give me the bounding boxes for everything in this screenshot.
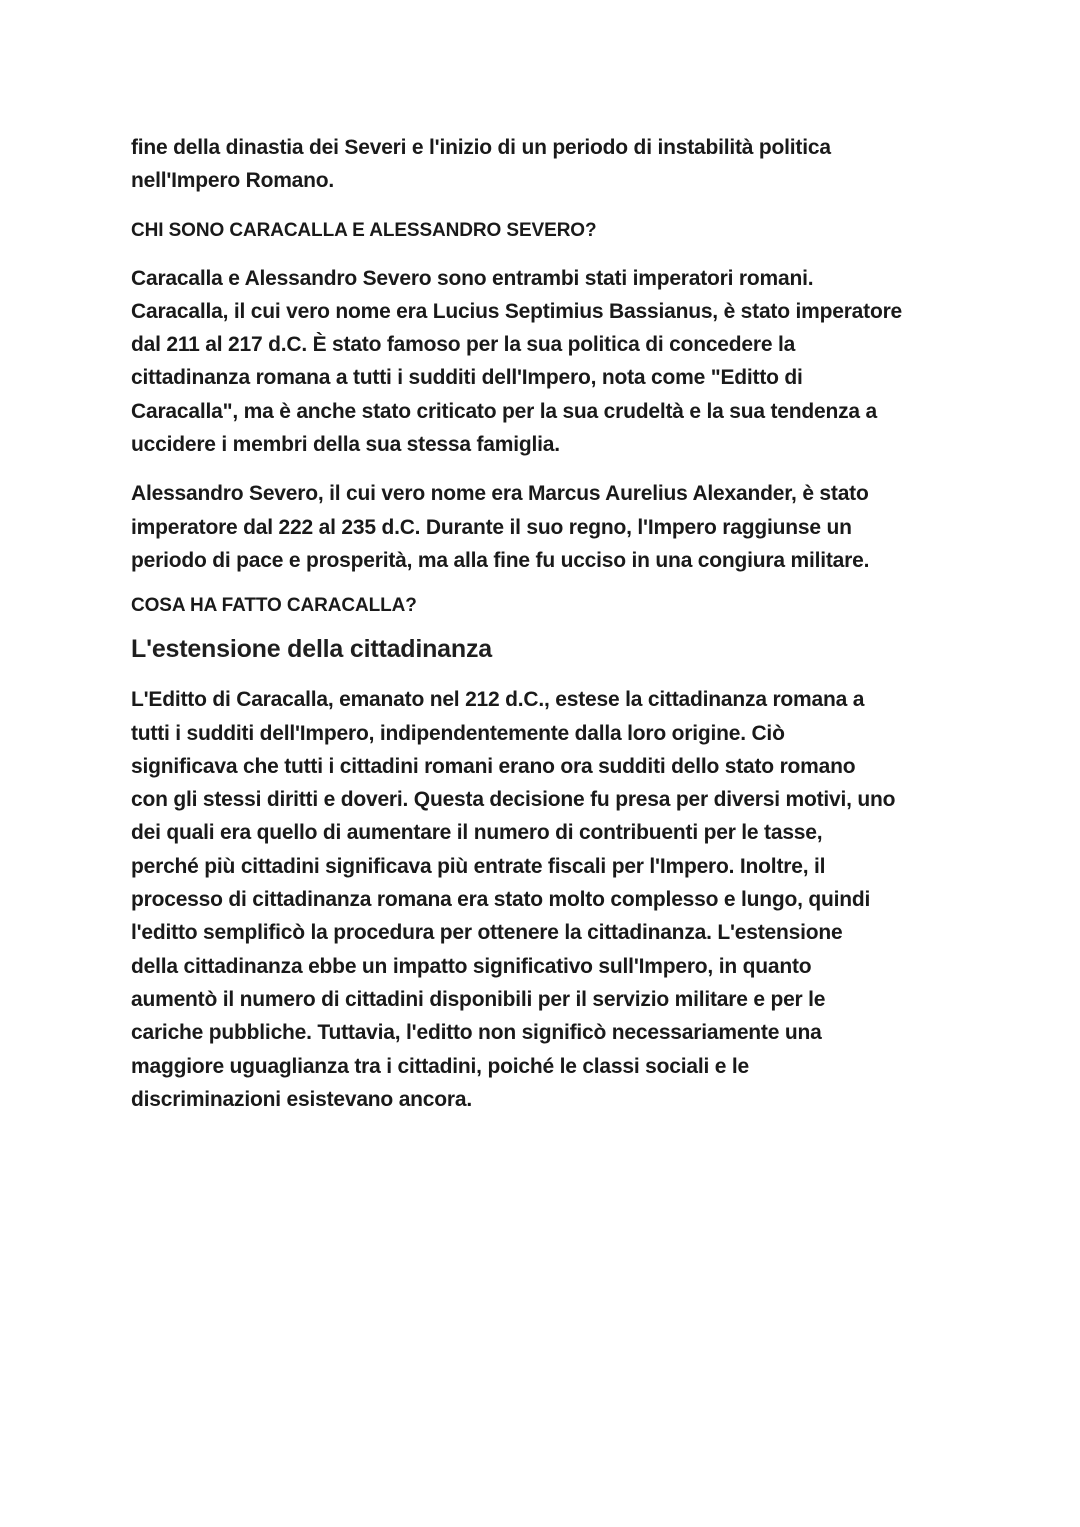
heading-who: CHI SONO CARACALLA E ALESSANDRO SEVERO? (131, 219, 597, 241)
paragraph-caracalla (131, 262, 961, 462)
paragraph-alessandro (131, 477, 961, 577)
text-line: della cittadinanza ebbe un impatto significativo sull'Impero, in quanto (131, 954, 812, 978)
intro-paragraph (131, 131, 961, 198)
text-line: significava che tutti i cittadini romani erano ora sudditi dello stato romano (131, 754, 856, 778)
text-line: l'editto semplificò la procedura per ottenere la cittadinanza. L'estensione (131, 921, 843, 945)
text-line: cariche pubbliche. Tuttavia, l'editto non significò necessariamente una (131, 1021, 822, 1045)
text-line: Caracalla e Alessandro Severo sono entrambi stati imperatori romani. (131, 266, 814, 290)
text-line: maggiore uguaglianza tra i cittadini, poiché le classi sociali e le (131, 1054, 749, 1078)
text-line: fine della dinastia dei Severi e l'inizio di un periodo di instabilità politica (131, 136, 831, 159)
text-line: uccidere i membri della sua stessa famiglia. (131, 433, 560, 457)
text-line: Caracalla, il cui vero nome era Lucius Septimius Bassianus, è stato imperatore (131, 299, 903, 323)
paragraph-editto (131, 683, 961, 1116)
document-page (131, 131, 961, 1116)
text-line: nell'Impero Romano. (131, 169, 335, 193)
text-line: con gli stessi diritti e doveri. Questa decisione fu presa per diversi motivi, uno (131, 788, 896, 812)
text-line: periodo di pace e prosperità, ma alla fine fu ucciso in una congiura militare. (131, 548, 870, 572)
text-line: processo di cittadinanza romana era stato molto complesso e lungo, quindi (131, 888, 871, 912)
section-title: L'estensione della cittadinanza (131, 635, 492, 664)
text-line: discriminazioni esistevano ancora. (131, 1087, 472, 1111)
text-line: perché più cittadini significava più entrate fiscali per l'Impero. Inoltre, il (131, 854, 826, 878)
text-line: dei quali era quello di aumentare il numero di contribuenti per le tasse, (131, 821, 823, 845)
text-line: aumentò il numero di cittadini disponibili per il servizio militare e per le (131, 987, 826, 1011)
text-line: tutti i sudditi dell'Impero, indipendentemente dalla loro origine. Ciò (131, 721, 785, 745)
text-line: imperatore dal 222 al 235 d.C. Durante il suo regno, l'Impero raggiunse un (131, 515, 852, 539)
text-line: Alessandro Severo, il cui vero nome era Marcus Aurelius Alexander, è stato (131, 482, 869, 506)
text-line: dal 211 al 217 d.C. È stato famoso per la sua politica di concedere la (131, 333, 796, 357)
text-line: L'Editto di Caracalla, emanato nel 212 d.C., estese la cittadinanza romana a (131, 688, 865, 712)
text-line: cittadinanza romana a tutti i sudditi dell'Impero, nota come "Editto di (131, 366, 803, 390)
heading-what: COSA HA FATTO CARACALLA? (131, 595, 417, 617)
text-line: Caracalla", ma è anche stato criticato per la sua crudeltà e la sua tendenza a (131, 399, 878, 423)
